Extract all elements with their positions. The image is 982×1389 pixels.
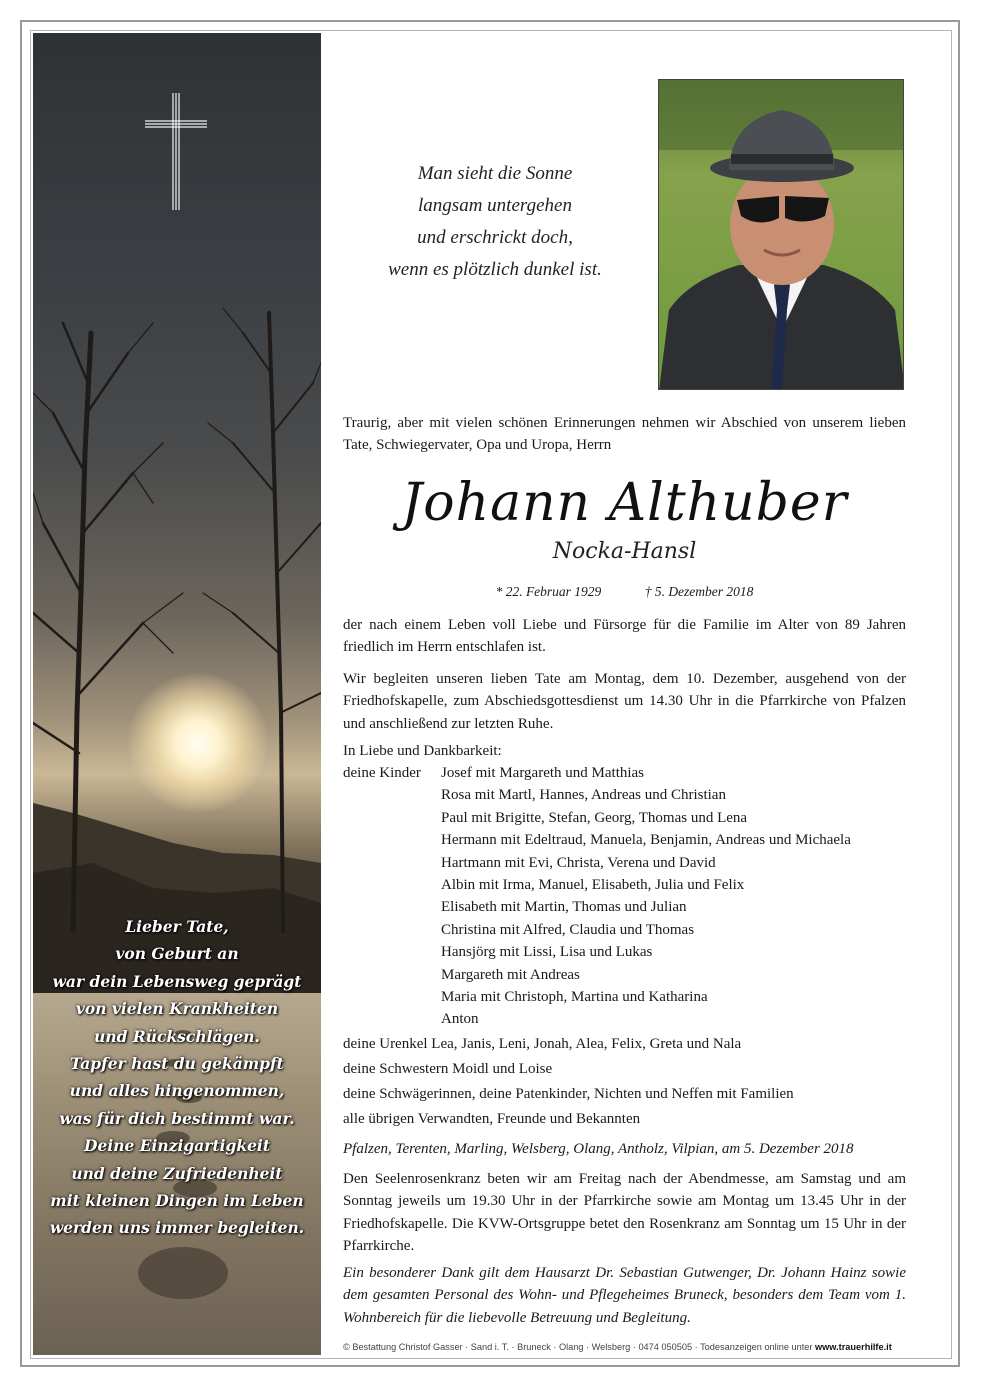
side-poem-line: werden uns immer begleiten. <box>49 1218 305 1238</box>
list-item: Hartmann mit Evi, Christa, Verena und David <box>441 854 716 871</box>
footer-text: © Bestattung Christof Gasser · Sand i. T. · Bruneck · Olang · Welsberg · 0474 050505 · Todesanzeigen online unter <box>343 1342 816 1352</box>
bare-trees <box>33 293 321 933</box>
cross-icon <box>145 93 207 210</box>
list-item: Rosa mit Martl, Hannes, Andreas und Christian <box>441 787 726 804</box>
birth-date: * 22. Februar 1929 <box>495 584 602 599</box>
great-grandchildren-row <box>343 1033 906 1055</box>
nickname: Nocka-Hansl <box>552 539 697 564</box>
list-item: Margareth mit Andreas <box>441 966 580 983</box>
life-dates <box>343 583 906 601</box>
side-poem-line: von Geburt an <box>115 944 239 964</box>
thanks-text: Ein besonderer Dank gilt dem Hausarzt Dr. Sebastian Gutwenger, Dr. Johann Hainz sowie dem gesamten Personal des Wohn- und Pflegeheimes Bruneck, besonders dem Team vom 1. Wohnbereich für die liebevolle Betreuung und Begleitung. <box>343 1265 906 1326</box>
list-item: Maria mit Christoph, Martina und Katharina <box>441 989 708 1006</box>
list-item: Josef mit Margareth und Matthias <box>441 765 645 781</box>
list-item: Christina mit Alfred, Claudia und Thomas <box>441 921 695 938</box>
sisters-row: deine Schwestern Moidl und Loise <box>343 1061 553 1078</box>
quote-line: Man sieht die Sonne <box>417 163 573 184</box>
children-list <box>441 762 906 1031</box>
side-poem-line: was für dich bestimmt war. <box>59 1108 295 1128</box>
children-row <box>343 762 906 1031</box>
side-poem-line: Lieber Tate, <box>125 917 229 936</box>
side-poem <box>33 913 321 1242</box>
side-poem-line: mit kleinen Dingen im Leben <box>50 1191 304 1211</box>
footer-link[interactable]: www.trauerhilfe.it <box>815 1342 892 1352</box>
deceased-name: Johann Althuber <box>401 473 848 533</box>
list-item: Hansjörg mit Lissi, Lisa und Lukas <box>441 944 653 961</box>
list-item: Albin mit Irma, Manuel, Elisabeth, Julia und Felix <box>441 877 745 894</box>
gratitude-heading: In Liebe und Dankbarkeit: <box>343 743 502 759</box>
list-item: Anton <box>441 1011 479 1028</box>
quote-line: und erschrickt doch, <box>417 227 573 248</box>
places-date: Pfalzen, Terenten, Marling, Welsberg, Olang, Antholz, Vilpian, am 5. Dezember 2018 <box>343 1141 854 1157</box>
side-poem-line: und Rückschlägen. <box>94 1026 260 1046</box>
side-poem-line: Deine Einzigartigkeit <box>84 1136 270 1156</box>
portrait-photo <box>658 79 904 390</box>
side-poem-line: von vielen Krankheiten <box>75 999 279 1019</box>
list-item: Elisabeth mit Martin, Thomas und Julian <box>441 899 687 916</box>
intro-text: Traurig, aber mit vielen schönen Erinnerungen nehmen wir Abschied von unserem lieben Tate, Schwiegervater, Opa und Uropa, Herrn <box>343 415 906 454</box>
list-item: Hermann mit Edeltraud, Manuela, Benjamin, Andreas und Michaela <box>441 832 851 849</box>
great-grandchildren-names: Lea, Janis, Leni, Jonah, Alea, Felix, Greta und Nala <box>431 1036 742 1053</box>
funeral-text: Wir begleiten unseren lieben Tate am Montag, dem 10. Dezember, ausgehend von der Friedhofskapelle, zum Abschiedsgottesdienst um 14.30 Uhr in die Pfarrkirche von Pfalzen und anschließend zur letzten Ruhe. <box>343 671 906 732</box>
great-grandchildren-label: deine Urenkel <box>343 1036 428 1053</box>
rosary-text: Den Seelenrosenkranz beten wir am Freitag nach der Abendmesse, am Samstag und am Sonntag jeweils um 19.30 Uhr in der Pfarrkirche sowie am Montag um 13.45 Uhr in der Friedhofskapelle. Die KVW-Ortsgruppe betet den Rosenkranz am Sonntag um 15 Uhr in der Pfarrkirche. <box>343 1171 906 1255</box>
footer <box>343 1341 951 1353</box>
side-poem-line: und alles hingenommen, <box>69 1081 285 1101</box>
death-date: † 5. Dezember 2018 <box>644 584 754 599</box>
quote-line: wenn es plötzlich dunkel ist. <box>388 259 602 280</box>
side-poem-line: war dein Lebensweg geprägt <box>52 971 302 991</box>
quote-line: langsam untergehen <box>418 195 572 216</box>
in-laws-row: deine Schwägerinnen, deine Patenkinder, Nichten und Neffen mit Familien <box>343 1085 794 1102</box>
list-item: Paul mit Brigitte, Stefan, Georg, Thomas und Lena <box>441 809 748 826</box>
quote <box>350 158 640 286</box>
portrait-illustration <box>659 80 904 390</box>
side-poem-line: Tapfer hast du gekämpft <box>70 1054 284 1074</box>
family-list <box>343 762 906 1130</box>
relatives-row: alle übrigen Verwandten, Freunde und Bekannten <box>343 1110 641 1127</box>
children-label: deine Kinder <box>343 765 421 781</box>
passed-text: der nach einem Leben voll Liebe und Fürsorge für die Familie im Alter von 89 Jahren friedlich im Herrn entschlafen ist. <box>343 617 906 656</box>
side-poem-line: und deine Zufriedenheit <box>71 1163 283 1183</box>
